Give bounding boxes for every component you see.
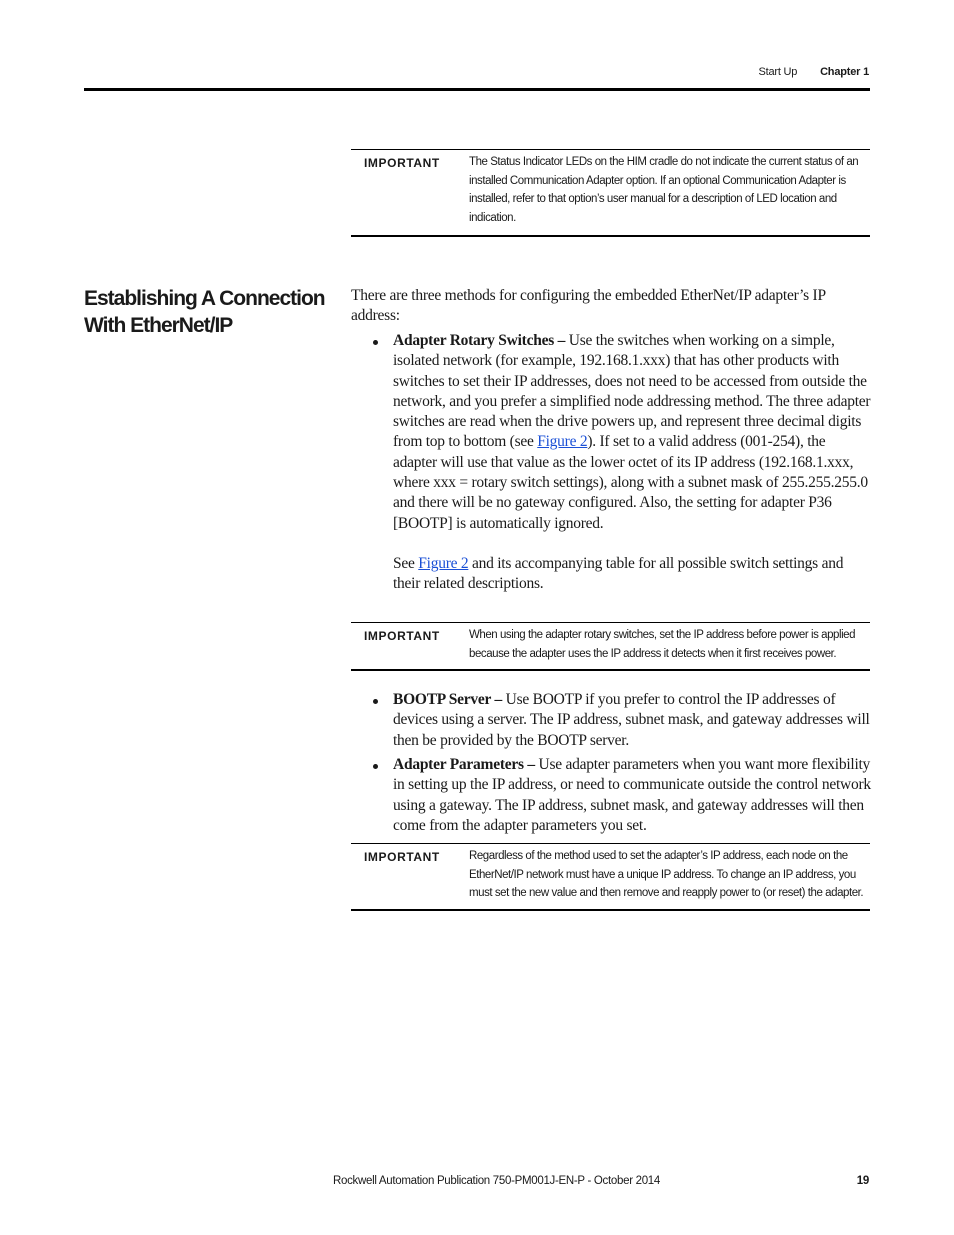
- bullet-icon: [373, 764, 378, 769]
- important-label: IMPORTANT: [364, 850, 440, 864]
- important-text: The Status Indicator LEDs on the HIM cradle do not indicate the current status of an installed Communication Adapter option. If an optional Communication Adapter is installed, refer to that option’s user manual for a description of LED location and indication.: [469, 156, 859, 224]
- bullet-text-continued: ). If set to a valid address (001-254), the adapter will use that value as the lower octet of its IP address (192.168.1.xxx, where xxx = rotary switch settings), along with a subnet mask of 255.255.255.0 and there will be no gateway configured. Also, the setting for adapter P36 [BOOTP] is automatically ignored.: [393, 433, 868, 532]
- important-note: [351, 149, 870, 237]
- important-text: When using the adapter rotary switches, set the IP address before power is applied because the adapter uses the IP address it detects when it first receives power.: [469, 629, 856, 660]
- important-text: Regardless of the method used to set the adapter’s IP address, each node on the EtherNet/IP network must have a unique IP address. To change an IP address, you must set the new value and then remove and reapply power to (or reset) the adapter.: [469, 850, 864, 900]
- bullet-text: Use adapter parameters when you want more flexibility in setting up the IP address, or need to communicate outside the control network using a gateway. The IP address, subnet mask, and gateway addresses will then come from the adapter parameters you set.: [393, 756, 871, 834]
- important-label: IMPORTANT: [364, 156, 440, 170]
- bullet-term: BOOTP Server –: [393, 691, 503, 708]
- important-note: [351, 622, 870, 671]
- list-item: [351, 690, 871, 751]
- header-rule: [84, 88, 870, 91]
- footer-publication: Rockwell Automation Publication 750-PM001J-EN-P - October 2014: [333, 1175, 661, 1187]
- followup-text: See: [393, 554, 419, 572]
- bullet-term: Adapter Rotary Switches –: [393, 332, 566, 349]
- bullet-term: Adapter Parameters –: [393, 756, 535, 773]
- section-intro: There are three methods for configuring the embedded EtherNet/IP adapter’s IP address:: [351, 287, 826, 325]
- figure-2-link[interactable]: Figure 2: [418, 554, 469, 572]
- bullet-icon: [373, 699, 378, 704]
- running-header-section: Start Up: [758, 66, 798, 78]
- list-item: [351, 331, 871, 595]
- followup-text-continued: and its accompanying table for all possible switch settings and their related descriptions.: [393, 554, 844, 593]
- bullet-text: Use BOOTP if you prefer to control the IP addresses of devices using a server. The IP address, subnet mask, and gateway addresses will then be provided by the BOOTP server.: [393, 691, 870, 749]
- running-header: [758, 66, 869, 78]
- running-header-chapter: Chapter 1: [820, 66, 869, 78]
- section-title: Establishing A Connection With EtherNet/IP: [84, 287, 325, 337]
- important-label: IMPORTANT: [364, 629, 440, 643]
- page-number: 19: [856, 1175, 869, 1187]
- bullet-icon: [373, 340, 378, 345]
- important-note: [351, 843, 870, 911]
- list-item: [351, 755, 871, 836]
- figure-2-link[interactable]: Figure 2: [537, 433, 588, 451]
- bullet-text: Use the switches when working on a simple, isolated network (for example, 192.168.1.xxx) that has other products with switches to set their IP addresses, does not need to be accessed from outside the network, and you prefer a simplified node addressing method. The three adapter switches are read when the drive powers up, and represent three decimal digits from top to bottom (see: [393, 332, 871, 451]
